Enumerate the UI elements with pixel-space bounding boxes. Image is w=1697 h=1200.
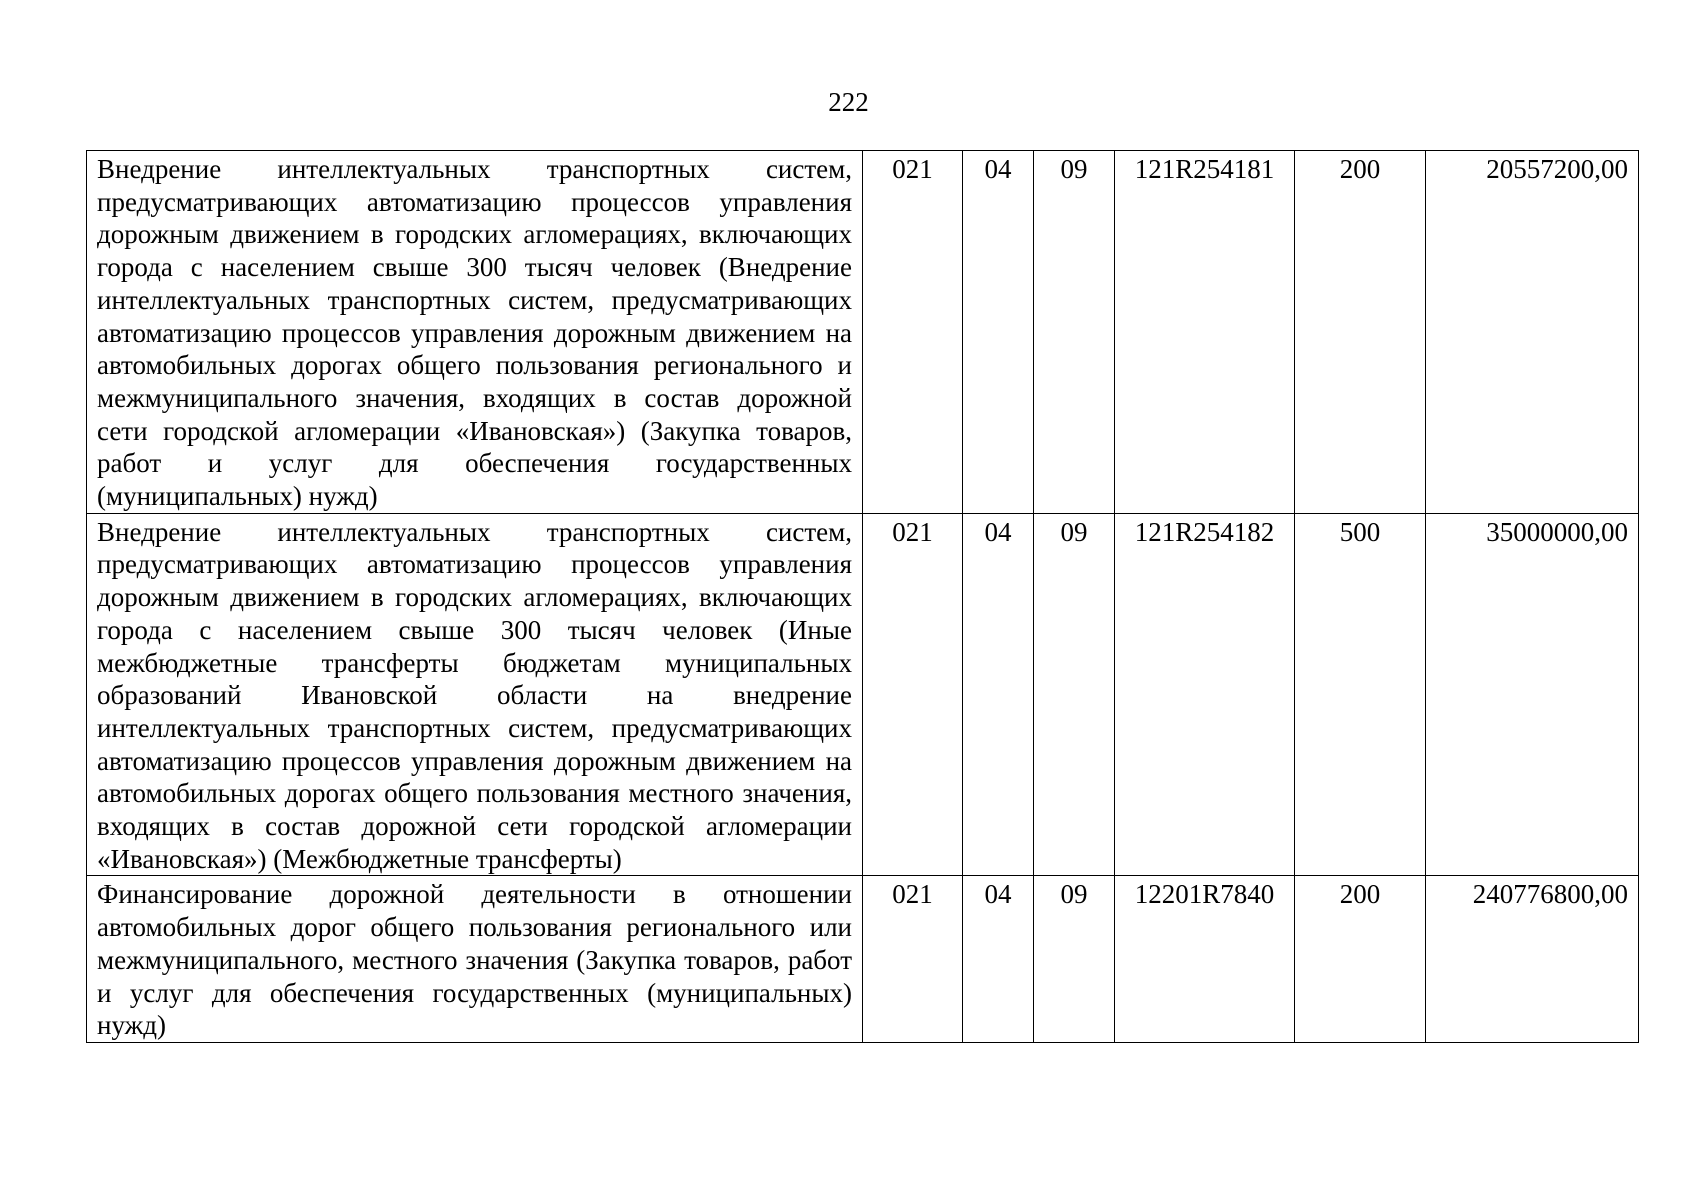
target-article-cell: 12201R7840 bbox=[1115, 876, 1295, 1043]
ministry-code-cell: 021 bbox=[863, 513, 963, 876]
target-article-cell: 121R254182 bbox=[1115, 513, 1295, 876]
amount-cell: 20557200,00 bbox=[1426, 151, 1639, 514]
row-description: Внедрение интеллектуальных транспортных систем, предусматривающих автоматизацию процессов управления дорожным движением в городских агломерациях, включающих города с населением свыше 300 тысяч человек (Иные межбюджетные трансферты бюджетам муниципальных образований Ивановской области на внедрение интеллектуальных транспортных систем, предусматривающих автоматизацию процессов управления дорожным движением на автомобильных дорогах общего пользования местного значения, входящих в состав дорожной сети городской агломерации «Ивановская») (Межбюджетные трансферты) bbox=[87, 513, 863, 876]
subsection-cell: 09 bbox=[1034, 151, 1115, 514]
table-row bbox=[87, 876, 1639, 1043]
amount-cell: 35000000,00 bbox=[1426, 513, 1639, 876]
section-cell: 04 bbox=[963, 876, 1034, 1043]
expense-type-cell: 200 bbox=[1295, 151, 1426, 514]
row-description: Финансирование дорожной деятельности в отношении автомобильных дорог общего пользования регионального или межмуниципального, местного значения (Закупка товаров, работ и услуг для обеспечения государственных (муниципальных) нужд) bbox=[87, 876, 863, 1043]
subsection-cell: 09 bbox=[1034, 876, 1115, 1043]
section-cell: 04 bbox=[963, 513, 1034, 876]
table-row bbox=[87, 513, 1639, 876]
target-article-cell: 121R254181 bbox=[1115, 151, 1295, 514]
subsection-cell: 09 bbox=[1034, 513, 1115, 876]
expense-type-cell: 500 bbox=[1295, 513, 1426, 876]
expense-type-cell: 200 bbox=[1295, 876, 1426, 1043]
ministry-code-cell: 021 bbox=[863, 876, 963, 1043]
section-cell: 04 bbox=[963, 151, 1034, 514]
amount-cell: 240776800,00 bbox=[1426, 876, 1639, 1043]
table-row bbox=[87, 151, 1639, 514]
budget-table bbox=[86, 150, 1639, 1043]
row-description: Внедрение интеллектуальных транспортных систем, предусматривающих автоматизацию процессов управления дорожным движением в городских агломерациях, включающих города с населением свыше 300 тысяч человек (Внедрение интеллектуальных транспортных систем, предусматривающих автоматизацию процессов управления дорожным движением на автомобильных дорогах общего пользования регионального и межмуниципального значения, входящих в состав дорожной сети городской агломерации «Ивановская») (Закупка товаров, работ и услуг для обеспечения государственных (муниципальных) нужд) bbox=[87, 151, 863, 514]
page-number: 222 bbox=[828, 87, 869, 117]
ministry-code-cell: 021 bbox=[863, 151, 963, 514]
